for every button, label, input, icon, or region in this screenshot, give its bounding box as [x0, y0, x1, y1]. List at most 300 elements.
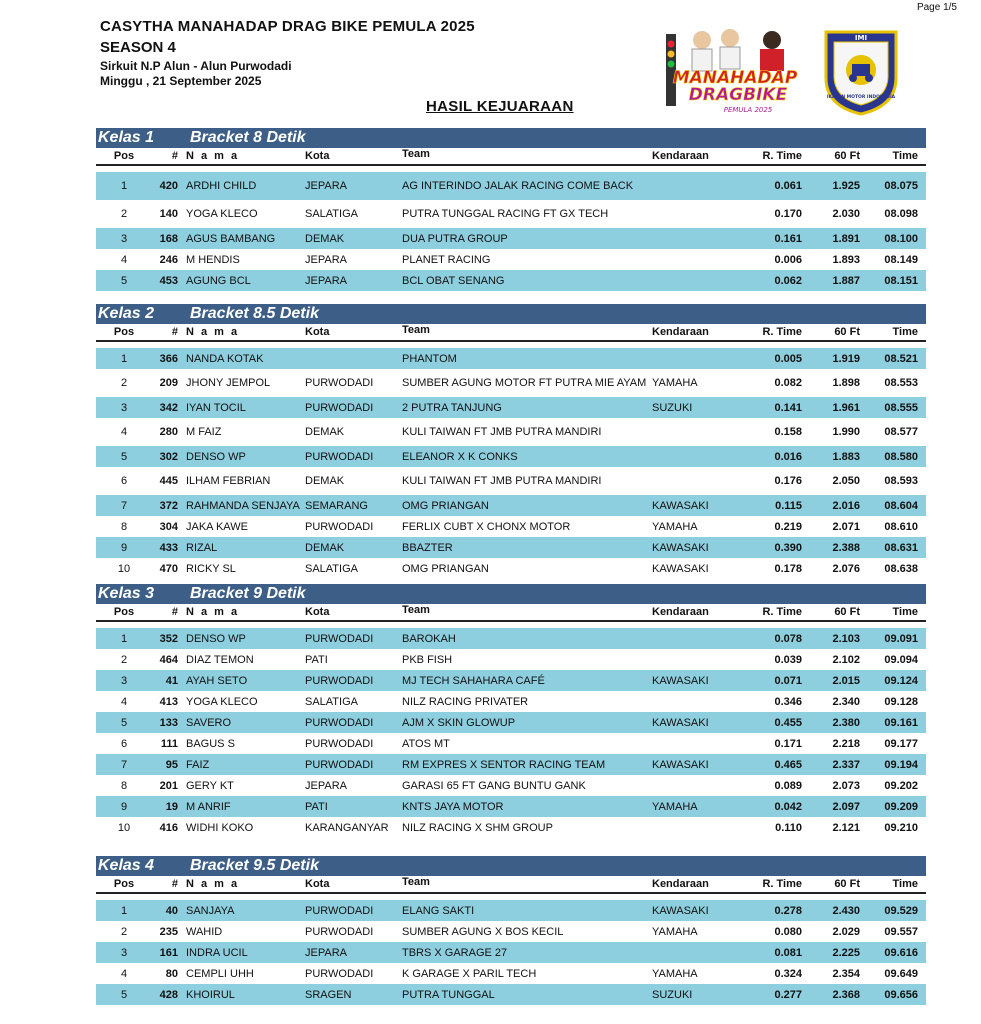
reaction-time-cell: 0.141: [774, 401, 802, 414]
team-cell: SUMBER AGUNG X BOS KECIL: [402, 925, 564, 938]
reaction-time-cell: 0.080: [774, 925, 802, 938]
vehicle-cell: KAWASAKI: [652, 758, 709, 771]
time-cell: 09.616: [884, 946, 918, 959]
sixty-ft-cell: 2.337: [832, 758, 860, 771]
table-row: [96, 495, 926, 516]
time-cell: 08.604: [884, 499, 918, 512]
event-logo-line3: PEMULA 2025: [723, 106, 773, 114]
position-cell: 8: [120, 520, 128, 533]
column-header-name: N a m a: [186, 878, 240, 890]
name-cell: AYAH SETO: [186, 674, 248, 687]
team-cell: BCL OBAT SENANG: [402, 274, 505, 287]
reaction-time-cell: 0.219: [774, 520, 802, 533]
number-cell: 302: [159, 450, 178, 463]
name-cell: IYAN TOCIL: [186, 401, 246, 414]
number-cell: 464: [159, 653, 178, 666]
number-cell: 304: [159, 520, 178, 533]
name-cell: WIDHI KOKO: [186, 821, 254, 834]
vehicle-cell: KAWASAKI: [652, 904, 709, 917]
sixty-ft-cell: 2.218: [832, 737, 860, 750]
time-cell: 09.557: [884, 925, 918, 938]
vehicle-cell: KAWASAKI: [652, 674, 709, 687]
number-cell: 445: [159, 475, 178, 487]
reaction-time-cell: 0.042: [774, 800, 802, 813]
position-cell: 5: [120, 274, 128, 287]
number-cell: 366: [159, 352, 178, 365]
city-cell: JEPARA: [305, 779, 347, 792]
city-cell: PURWODADI: [305, 967, 374, 980]
city-cell: DEMAK: [305, 426, 345, 438]
sixty-ft-cell: 1.893: [832, 253, 860, 266]
table-row: [96, 270, 926, 291]
reaction-time-cell: 0.016: [774, 450, 802, 463]
table-row: [96, 733, 926, 754]
position-cell: 5: [120, 716, 128, 729]
column-header-name: N a m a: [186, 606, 240, 618]
number-cell: 80: [165, 967, 178, 980]
number-cell: 352: [159, 632, 178, 645]
time-cell: 09.210: [884, 821, 918, 834]
event-logo-line1: MANAHADAP: [672, 68, 798, 88]
vehicle-cell: YAMAHA: [652, 967, 698, 980]
sixty-ft-cell: 2.073: [832, 779, 860, 792]
sixty-ft-cell: 2.076: [832, 562, 860, 575]
time-cell: 08.638: [884, 562, 918, 575]
time-cell: 08.553: [884, 377, 918, 389]
column-header-pos: Pos: [113, 606, 135, 618]
class-header-bar: [96, 128, 926, 148]
column-header-num: #: [171, 606, 178, 618]
table-row: [96, 691, 926, 712]
time-cell: 08.075: [884, 180, 918, 192]
table-row: [96, 712, 926, 733]
position-cell: 4: [120, 695, 128, 708]
reaction-time-cell: 0.178: [774, 562, 802, 575]
column-header-team: Team: [402, 604, 430, 616]
column-header-rtime: R. Time: [762, 606, 802, 618]
sixty-ft-cell: 1.883: [832, 450, 860, 463]
sixty-ft-cell: 2.430: [832, 904, 860, 917]
time-cell: 08.521: [884, 352, 918, 365]
name-cell: DENSO WP: [186, 632, 246, 645]
table-row: [96, 348, 926, 369]
table-row: [96, 984, 926, 1005]
table-row: [96, 558, 926, 579]
position-cell: 1: [120, 632, 128, 645]
table-row: [96, 900, 926, 921]
reaction-time-cell: 0.390: [774, 541, 802, 554]
team-cell: K GARAGE X PARIL TECH: [402, 967, 537, 980]
time-cell: 09.194: [884, 758, 918, 771]
number-cell: 201: [159, 779, 178, 792]
team-cell: PKB FISH: [402, 653, 453, 666]
vehicle-cell: SUZUKI: [652, 401, 693, 414]
position-cell: 8: [120, 779, 128, 792]
name-cell: RIZAL: [186, 541, 218, 554]
sixty-ft-cell: 2.071: [832, 520, 860, 533]
reaction-time-cell: 0.158: [774, 426, 802, 438]
team-cell: KULI TAIWAN FT JMB PUTRA MANDIRI: [402, 426, 602, 438]
sixty-ft-cell: 1.919: [832, 352, 860, 365]
number-cell: 161: [159, 946, 178, 959]
time-cell: 09.124: [884, 674, 918, 687]
bracket-label: Bracket 8.5 Detik: [190, 305, 319, 322]
reaction-time-cell: 0.171: [774, 737, 802, 750]
position-cell: 5: [120, 450, 128, 463]
team-cell: MJ TECH SAHAHARA CAFÉ: [402, 674, 545, 687]
vehicle-cell: KAWASAKI: [652, 541, 709, 554]
column-header-ft60: 60 Ft: [834, 606, 860, 618]
name-cell: JHONY JEMPOL: [186, 377, 271, 389]
team-cell: BAROKAH: [402, 632, 456, 645]
city-cell: SALATIGA: [305, 695, 358, 708]
number-cell: 246: [159, 253, 178, 266]
table-row: [96, 754, 926, 775]
class-label: Kelas 3: [98, 585, 155, 602]
number-cell: 420: [159, 180, 178, 192]
table-row: [96, 418, 926, 446]
position-cell: 9: [120, 541, 128, 554]
position-cell: 9: [120, 800, 128, 813]
table-row: [96, 775, 926, 796]
vehicle-cell: KAWASAKI: [652, 716, 709, 729]
reaction-time-cell: 0.005: [774, 352, 802, 365]
team-cell: TBRS X GARAGE 27: [402, 946, 508, 959]
team-cell: ATOS MT: [402, 737, 450, 750]
position-cell: 6: [120, 475, 128, 487]
time-cell: 09.128: [884, 695, 918, 708]
reaction-time-cell: 0.078: [774, 632, 802, 645]
city-cell: PURWODADI: [305, 520, 374, 533]
event-logo-line2: DRAGBIKE: [688, 85, 788, 105]
class-section-3: [96, 584, 926, 838]
name-cell: AGUS BAMBANG: [186, 232, 276, 245]
vehicle-cell: YAMAHA: [652, 800, 698, 813]
name-cell: DENSO WP: [186, 450, 246, 463]
sixty-ft-cell: 2.030: [832, 208, 860, 220]
name-cell: SAVERO: [186, 716, 232, 729]
city-cell: JEPARA: [305, 274, 347, 287]
number-cell: 453: [159, 274, 178, 287]
position-cell: 4: [120, 253, 128, 266]
position-cell: 3: [120, 674, 128, 687]
team-cell: ELEANOR X K CONKS: [402, 450, 518, 463]
column-header-kota: Kota: [305, 606, 330, 618]
table-row: [96, 249, 926, 270]
column-header-kota: Kota: [305, 150, 330, 162]
number-cell: 416: [159, 821, 178, 834]
team-cell: NILZ RACING X SHM GROUP: [402, 821, 553, 834]
sixty-ft-cell: 1.925: [832, 180, 860, 192]
team-cell: GARASI 65 FT GANG BUNTU GANK: [402, 779, 586, 792]
name-cell: CEMPLI UHH: [186, 967, 254, 980]
position-cell: 1: [120, 904, 128, 917]
time-cell: 09.656: [884, 988, 918, 1001]
time-cell: 09.529: [884, 904, 918, 917]
column-header-pos: Pos: [113, 326, 135, 338]
team-cell: AG INTERINDO JALAK RACING COME BACK: [402, 180, 634, 192]
reaction-time-cell: 0.324: [774, 967, 802, 980]
reaction-time-cell: 0.176: [774, 475, 802, 487]
time-cell: 08.100: [884, 232, 918, 245]
sixty-ft-cell: 2.340: [832, 695, 860, 708]
table-row: [96, 796, 926, 817]
number-cell: 41: [165, 674, 178, 687]
reaction-time-cell: 0.082: [774, 377, 802, 389]
time-cell: 08.593: [884, 475, 918, 487]
event-logo: [660, 20, 810, 116]
sixty-ft-cell: 2.015: [832, 674, 860, 687]
city-cell: PURWODADI: [305, 632, 374, 645]
number-cell: 372: [159, 499, 178, 512]
column-header-kota: Kota: [305, 326, 330, 338]
imi-logo-bottom: IKATAN MOTOR INDONESIA: [826, 95, 896, 100]
table-row: [96, 670, 926, 691]
team-cell: NILZ RACING PRIVATER: [402, 695, 529, 708]
reaction-time-cell: 0.278: [774, 904, 802, 917]
time-cell: 09.091: [884, 632, 918, 645]
reaction-time-cell: 0.110: [775, 821, 802, 834]
time-cell: 08.577: [884, 426, 918, 438]
team-cell: KNTS JAYA MOTOR: [402, 800, 504, 813]
time-cell: 09.202: [884, 779, 918, 792]
city-cell: DEMAK: [305, 541, 345, 554]
sixty-ft-cell: 2.225: [832, 946, 860, 959]
city-cell: PURWODADI: [305, 674, 374, 687]
table-row: [96, 628, 926, 649]
column-header-kendaraan: Kendaraan: [652, 878, 709, 890]
team-cell: BBAZTER: [402, 541, 453, 554]
table-row: [96, 537, 926, 558]
vehicle-cell: YAMAHA: [652, 925, 698, 938]
position-cell: 7: [120, 499, 128, 512]
team-cell: FERLIX CUBT X CHONX MOTOR: [402, 520, 571, 533]
name-cell: GERY KT: [186, 779, 234, 792]
column-header-time: Time: [892, 326, 918, 338]
sixty-ft-cell: 2.097: [832, 800, 860, 813]
table-row: [96, 172, 926, 200]
time-cell: 09.177: [884, 737, 918, 750]
position-cell: 2: [120, 653, 128, 666]
column-header-rtime: R. Time: [762, 326, 802, 338]
sixty-ft-cell: 2.016: [832, 499, 860, 512]
vehicle-cell: YAMAHA: [652, 377, 698, 389]
document-header: [100, 18, 475, 89]
result-title: HASIL KEJUARAAN: [426, 98, 574, 115]
number-cell: 413: [159, 695, 178, 708]
team-cell: RM EXPRES X SENTOR RACING TEAM: [402, 758, 606, 771]
team-cell: PUTRA TUNGGAL: [402, 988, 495, 1001]
time-cell: 08.149: [884, 253, 918, 266]
column-header-pos: Pos: [113, 150, 135, 162]
table-row: [96, 228, 926, 249]
time-cell: 09.161: [884, 716, 918, 729]
city-cell: DEMAK: [305, 475, 345, 487]
team-cell: PHANTOM: [402, 352, 457, 365]
position-cell: 1: [120, 352, 128, 365]
sixty-ft-cell: 2.354: [832, 967, 860, 980]
reaction-time-cell: 0.170: [774, 208, 802, 220]
team-cell: OMG PRIANGAN: [402, 562, 489, 575]
column-header-kota: Kota: [305, 878, 330, 890]
name-cell: JAKA KAWE: [186, 520, 248, 533]
bracket-label: Bracket 9 Detik: [190, 585, 306, 602]
team-cell: KULI TAIWAN FT JMB PUTRA MANDIRI: [402, 475, 602, 487]
number-cell: 428: [159, 988, 178, 1001]
table-row: [96, 467, 926, 495]
sixty-ft-cell: 2.121: [832, 821, 860, 834]
name-cell: KHOIRUL: [186, 988, 235, 1001]
time-cell: 09.649: [884, 967, 918, 980]
class-header-bar: [96, 304, 926, 324]
column-header-ft60: 60 Ft: [834, 150, 860, 162]
sixty-ft-cell: 2.103: [832, 632, 860, 645]
reaction-time-cell: 0.062: [774, 274, 802, 287]
sixty-ft-cell: 1.961: [832, 401, 860, 414]
time-cell: 08.631: [884, 541, 918, 554]
team-cell: OMG PRIANGAN: [402, 499, 489, 512]
sixty-ft-cell: 2.102: [832, 653, 860, 666]
city-cell: SALATIGA: [305, 208, 358, 220]
position-cell: 3: [120, 232, 128, 245]
number-cell: 40: [165, 904, 178, 917]
city-cell: KARANGANYAR: [305, 821, 389, 834]
column-header-ft60: 60 Ft: [834, 878, 860, 890]
city-cell: JEPARA: [305, 253, 347, 266]
column-header-team: Team: [402, 876, 430, 888]
number-cell: 433: [159, 541, 178, 554]
number-cell: 235: [159, 925, 178, 938]
vehicle-cell: SUZUKI: [652, 988, 693, 1001]
date-label: Minggu , 21 September 2025: [100, 74, 262, 88]
table-row: [96, 397, 926, 418]
name-cell: RICKY SL: [186, 562, 236, 575]
sixty-ft-cell: 1.891: [832, 232, 860, 245]
column-header-row: [96, 604, 926, 622]
class-header-bar: [96, 584, 926, 604]
position-cell: 2: [120, 377, 128, 389]
position-cell: 5: [120, 988, 128, 1001]
position-cell: 10: [117, 821, 131, 834]
city-cell: PURWODADI: [305, 716, 374, 729]
city-cell: SALATIGA: [305, 562, 358, 575]
class-section-2: [96, 304, 926, 579]
position-cell: 4: [120, 426, 128, 438]
position-cell: 10: [117, 562, 131, 575]
column-header-kendaraan: Kendaraan: [652, 150, 709, 162]
name-cell: YOGA KLECO: [186, 208, 258, 220]
imi-logo-top: IMI: [854, 34, 868, 42]
column-header-num: #: [171, 878, 178, 890]
name-cell: NANDA KOTAK: [186, 352, 264, 365]
reaction-time-cell: 0.277: [774, 988, 802, 1001]
venue-label: Sirkuit N.P Alun - Alun Purwodadi: [100, 59, 292, 73]
name-cell: M FAIZ: [186, 426, 222, 438]
reaction-time-cell: 0.455: [774, 716, 802, 729]
reaction-time-cell: 0.089: [774, 779, 802, 792]
city-cell: JEPARA: [305, 946, 347, 959]
position-cell: 3: [120, 946, 128, 959]
sixty-ft-cell: 1.887: [832, 274, 860, 287]
name-cell: BAGUS S: [186, 737, 235, 750]
season-label: SEASON 4: [100, 39, 176, 56]
column-header-num: #: [171, 150, 178, 162]
column-header-time: Time: [892, 150, 918, 162]
number-cell: 209: [159, 377, 178, 389]
page-number: Page 1/5: [916, 2, 957, 13]
column-header-row: [96, 876, 926, 894]
class-section-4: [96, 856, 926, 1005]
column-header-team: Team: [402, 324, 430, 336]
position-cell: 2: [120, 208, 128, 220]
sixty-ft-cell: 2.029: [832, 925, 860, 938]
number-cell: 133: [159, 716, 178, 729]
time-cell: 08.580: [884, 450, 918, 463]
column-header-time: Time: [892, 878, 918, 890]
column-header-kendaraan: Kendaraan: [652, 606, 709, 618]
city-cell: PURWODADI: [305, 925, 374, 938]
table-row: [96, 817, 926, 838]
sixty-ft-cell: 1.990: [832, 426, 860, 438]
name-cell: M ANRIF: [186, 800, 231, 813]
name-cell: M HENDIS: [186, 253, 240, 266]
team-cell: DUA PUTRA GROUP: [402, 232, 508, 245]
bracket-label: Bracket 9.5 Detik: [190, 857, 319, 874]
position-cell: 7: [120, 758, 128, 771]
number-cell: 342: [159, 401, 178, 414]
column-header-ft60: 60 Ft: [834, 326, 860, 338]
column-header-row: [96, 324, 926, 342]
event-title: CASYTHA MANAHADAP DRAG BIKE PEMULA 2025: [100, 18, 475, 35]
table-row: [96, 921, 926, 942]
number-cell: 470: [159, 562, 178, 575]
column-header-pos: Pos: [113, 878, 135, 890]
team-cell: PUTRA TUNGGAL RACING FT GX TECH: [402, 208, 609, 220]
vehicle-cell: KAWASAKI: [652, 562, 709, 575]
team-cell: ELANG SAKTI: [402, 904, 475, 917]
time-cell: 08.098: [884, 208, 918, 220]
city-cell: PURWODADI: [305, 904, 374, 917]
city-cell: PURWODADI: [305, 450, 374, 463]
reaction-time-cell: 0.061: [774, 180, 802, 192]
name-cell: RAHMANDA SENJAYA: [186, 499, 300, 512]
table-row: [96, 446, 926, 467]
table-row: [96, 200, 926, 228]
column-header-kendaraan: Kendaraan: [652, 326, 709, 338]
team-cell: 2 PUTRA TANJUNG: [402, 401, 502, 414]
time-cell: 08.610: [884, 520, 918, 533]
name-cell: ILHAM FEBRIAN: [186, 475, 271, 487]
team-cell: PLANET RACING: [402, 253, 491, 266]
reaction-time-cell: 0.161: [774, 232, 802, 245]
number-cell: 140: [159, 208, 178, 220]
position-cell: 2: [120, 925, 128, 938]
column-header-rtime: R. Time: [762, 150, 802, 162]
column-header-num: #: [171, 326, 178, 338]
name-cell: YOGA KLECO: [186, 695, 258, 708]
number-cell: 95: [165, 758, 178, 771]
city-cell: PATI: [305, 800, 328, 813]
position-cell: 1: [120, 180, 128, 192]
city-cell: SEMARANG: [305, 499, 368, 512]
class-header-bar: [96, 856, 926, 876]
class-label: Kelas 1: [98, 129, 155, 146]
table-row: [96, 963, 926, 984]
name-cell: ARDHI CHILD: [186, 180, 257, 192]
number-cell: 111: [160, 737, 178, 750]
name-cell: SANJAYA: [186, 904, 235, 917]
sixty-ft-cell: 2.368: [832, 988, 860, 1001]
